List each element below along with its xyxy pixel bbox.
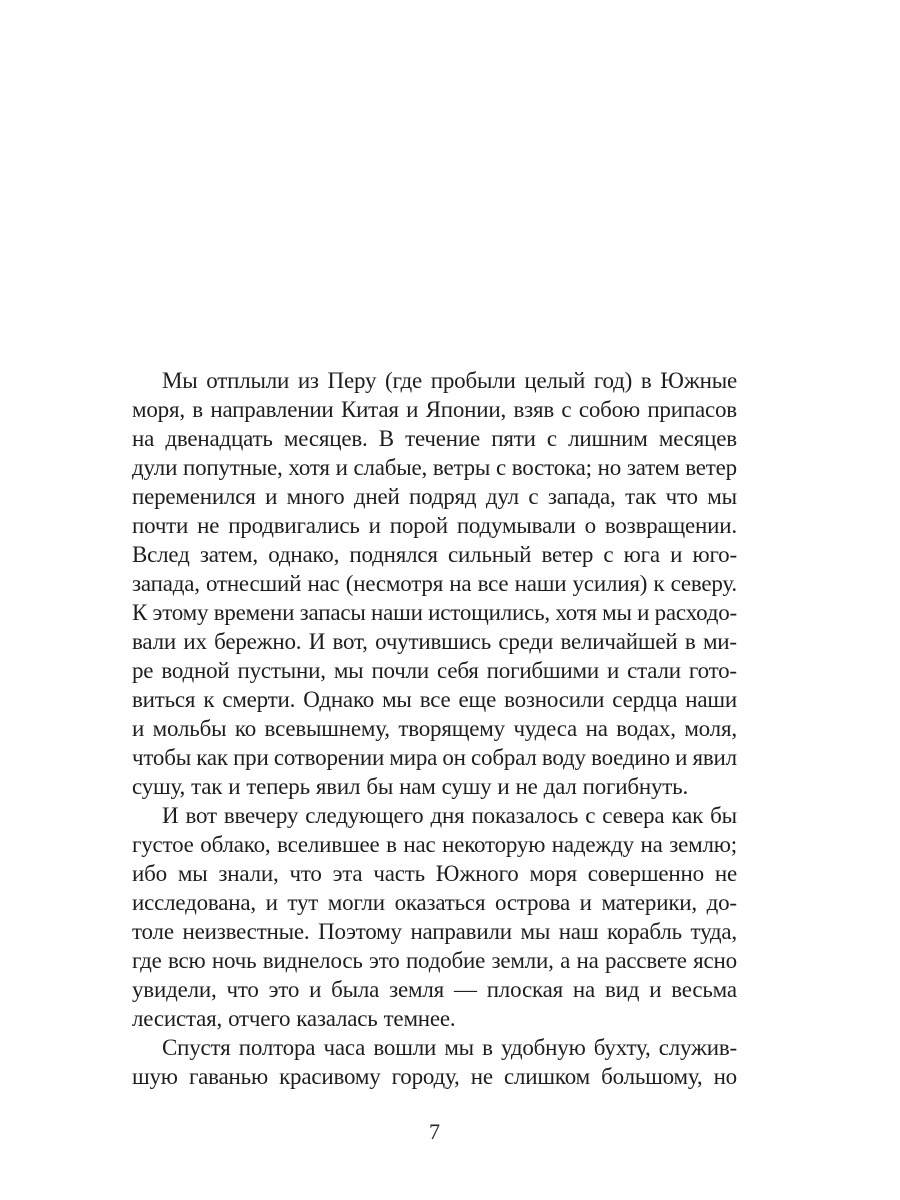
word: мы	[707, 484, 737, 509]
word: запада,	[132, 571, 200, 596]
word: с	[528, 484, 539, 509]
word: городу,	[391, 1064, 460, 1089]
word: истощились,	[428, 600, 550, 625]
word: и	[406, 397, 419, 422]
word: к	[653, 571, 665, 596]
word: к	[203, 687, 215, 712]
word: отплыли	[206, 368, 290, 393]
word: виднелось	[262, 948, 363, 973]
word: это	[268, 977, 300, 1002]
word: мы	[444, 1035, 474, 1060]
word: с	[495, 455, 506, 480]
word: очутившись	[375, 629, 492, 654]
word: в	[684, 629, 696, 654]
word: как	[196, 745, 228, 770]
word: острова	[495, 890, 570, 915]
word: времени	[213, 600, 295, 625]
word: виться	[132, 687, 196, 712]
word: так	[625, 484, 657, 509]
word: Японии,	[425, 397, 507, 422]
word: направили	[410, 919, 512, 944]
word: месяцев	[658, 426, 737, 451]
word: нам	[399, 774, 436, 799]
word: запасы	[299, 600, 366, 625]
word: водах,	[616, 716, 676, 741]
word: плоская	[486, 977, 563, 1002]
word: ввечеру	[223, 803, 299, 828]
word: Вслед	[132, 542, 190, 567]
word: возносили	[504, 687, 605, 712]
word: Китая	[340, 397, 399, 422]
word: лишним	[568, 426, 648, 451]
word: могли	[327, 890, 385, 915]
word: попутные,	[183, 455, 283, 480]
word: ко	[234, 716, 256, 741]
word: погибшими	[486, 658, 600, 683]
word: ночь	[211, 948, 257, 973]
word: (где	[384, 368, 423, 393]
word: но	[713, 1064, 737, 1089]
word: наш	[558, 919, 599, 944]
word: бы	[710, 803, 737, 828]
word: запада,	[547, 484, 616, 509]
word: сотворении	[273, 745, 385, 770]
word: в	[482, 1035, 493, 1060]
word: ветер	[541, 542, 594, 567]
word: пробыли	[430, 368, 516, 393]
word: Мы	[162, 368, 198, 393]
word: густое	[132, 832, 194, 857]
word: эта	[332, 861, 363, 886]
word: удобную	[501, 1035, 586, 1060]
word: казалась	[296, 1006, 378, 1031]
word: моря	[529, 861, 577, 886]
word: подумывали	[456, 513, 576, 538]
text-line	[132, 801, 737, 830]
word: Южного	[435, 861, 519, 886]
word: всевышнему,	[264, 716, 390, 741]
word: юго-	[692, 542, 737, 567]
word: с	[561, 397, 572, 422]
word: материки,	[601, 890, 697, 915]
word: ветры	[432, 455, 491, 480]
word: весьма	[671, 977, 737, 1002]
word: творящему	[398, 716, 505, 741]
text-line	[132, 1033, 737, 1062]
word: вали	[132, 629, 176, 654]
word: как	[671, 803, 704, 828]
word: большому,	[601, 1064, 703, 1089]
word: К	[132, 600, 148, 625]
word: некоторую	[442, 832, 546, 857]
word: красивому	[279, 1064, 381, 1089]
word: мы	[602, 600, 632, 625]
word: Перу	[327, 368, 377, 393]
text-line	[132, 569, 737, 598]
word: неизвестные.	[182, 919, 310, 944]
word: о	[584, 513, 596, 538]
word: теперь	[246, 774, 310, 799]
word: всю	[168, 948, 206, 973]
word: продвигались	[228, 513, 360, 538]
word: и	[228, 774, 241, 799]
word: почти	[132, 513, 189, 538]
word: месяцев.	[283, 426, 368, 451]
word: порой	[389, 513, 448, 538]
word: на	[640, 832, 663, 857]
word: отчего	[228, 1006, 291, 1031]
word: юга	[623, 542, 660, 567]
word: В	[378, 426, 394, 451]
word: подряд	[409, 484, 477, 509]
word: и	[309, 977, 322, 1002]
text-line	[132, 366, 737, 395]
word: затем,	[199, 542, 258, 567]
word: себя	[437, 658, 479, 683]
text-line	[132, 627, 737, 656]
word: не	[714, 861, 737, 886]
word: моря,	[132, 397, 185, 422]
word: это	[369, 948, 400, 973]
paragraph	[132, 366, 737, 801]
word: и	[368, 513, 381, 538]
word: водной	[161, 658, 230, 683]
word: и	[607, 658, 620, 683]
word: дней	[353, 484, 400, 509]
word: и	[335, 455, 348, 480]
word: слишком	[504, 1064, 590, 1089]
word: ветер	[685, 455, 737, 480]
word: из	[297, 368, 319, 393]
word: их	[183, 629, 207, 654]
word: (несмотря	[345, 571, 444, 596]
word: течение	[405, 426, 481, 451]
word: все	[419, 687, 451, 712]
word: он	[442, 745, 466, 770]
text-line	[132, 975, 737, 1004]
word: и	[670, 542, 683, 567]
word: туда,	[690, 919, 737, 944]
word: мира	[389, 745, 438, 770]
text-line	[132, 859, 737, 888]
word: вошли	[373, 1035, 437, 1060]
word: в	[386, 832, 397, 857]
word: сушу	[441, 774, 492, 799]
word: корабль	[606, 919, 682, 944]
text-line	[132, 395, 737, 424]
word: земля	[389, 977, 445, 1002]
word: Поэтому	[318, 919, 402, 944]
word: служив-	[658, 1035, 737, 1060]
word: вид	[604, 977, 640, 1002]
word: ми-	[702, 629, 737, 654]
word: знали,	[218, 861, 279, 886]
text-line	[132, 946, 737, 975]
word: так	[191, 774, 223, 799]
text-line	[132, 540, 737, 569]
word: воду	[541, 745, 586, 770]
text-line	[132, 743, 737, 772]
word: толе	[132, 919, 174, 944]
word: Спустя	[162, 1035, 231, 1060]
word: год)	[593, 368, 633, 393]
word: была	[331, 977, 380, 1002]
text-line	[132, 453, 737, 482]
word: гаванью	[188, 1064, 268, 1089]
word: явил	[692, 745, 737, 770]
word: что	[289, 861, 322, 886]
word: Однако	[303, 687, 375, 712]
word: рассвете	[605, 948, 687, 973]
word: исследована,	[132, 890, 256, 915]
word: поднялся	[349, 542, 438, 567]
word: и	[132, 716, 145, 741]
text-line	[132, 685, 737, 714]
word: ре	[132, 658, 154, 683]
word: еще	[458, 687, 497, 712]
word: этому	[152, 600, 209, 625]
word: до-	[706, 890, 737, 915]
word: и	[265, 890, 278, 915]
word: мы	[382, 687, 412, 712]
word: что	[226, 977, 259, 1002]
word: и	[637, 600, 650, 625]
word: нас	[403, 832, 436, 857]
word: на	[572, 977, 596, 1002]
word: надежду	[551, 832, 634, 857]
word: облако,	[200, 832, 271, 857]
word: дул	[485, 484, 519, 509]
word: с	[603, 542, 614, 567]
word: с	[585, 803, 596, 828]
word: среди	[498, 629, 554, 654]
word: дал	[543, 774, 577, 799]
word: мы	[333, 658, 364, 683]
word: И	[162, 803, 179, 828]
word: полтора	[238, 1035, 316, 1060]
word: не	[470, 1064, 493, 1089]
word: затем	[626, 455, 680, 480]
paragraph	[132, 1033, 737, 1091]
word: часа	[323, 1035, 366, 1060]
word: нас	[307, 571, 340, 596]
word: пустыни,	[237, 658, 326, 683]
word: пяти	[491, 426, 536, 451]
word: наши	[514, 571, 567, 596]
word: почли	[371, 658, 430, 683]
text-line	[132, 714, 737, 743]
word: в	[192, 397, 203, 422]
word: совершенно	[587, 861, 704, 886]
word: наши	[685, 687, 737, 712]
word: переменился	[132, 484, 256, 509]
word: И	[308, 629, 326, 654]
word: величайшей	[560, 629, 678, 654]
word: востока;	[511, 455, 592, 480]
text-line	[132, 1062, 737, 1091]
word: мольбы	[152, 716, 227, 741]
word: слабые,	[353, 455, 428, 480]
word: где	[132, 948, 162, 973]
text-line	[132, 830, 737, 859]
word: и	[265, 484, 278, 509]
word: взяв	[513, 397, 555, 422]
word: при	[233, 745, 269, 770]
word: расходо-	[654, 600, 737, 625]
word: вот	[185, 803, 217, 828]
word: бы	[366, 774, 394, 799]
word: подобие	[405, 948, 486, 973]
word: сердца	[612, 687, 678, 712]
word: дня	[430, 803, 465, 828]
word: однако,	[268, 542, 340, 567]
word: усилия)	[572, 571, 648, 596]
word: смерти.	[222, 687, 296, 712]
word: увидели,	[132, 977, 217, 1002]
word: не	[197, 513, 220, 538]
word: на	[449, 571, 472, 596]
word: и	[497, 774, 510, 799]
word: моля,	[684, 716, 737, 741]
word: чтобы	[132, 745, 191, 770]
word: явил	[315, 774, 361, 799]
word: ибо	[132, 861, 167, 886]
word: земли,	[491, 948, 554, 973]
word: направлении	[210, 397, 334, 422]
word: показалось	[471, 803, 579, 828]
text-line	[132, 598, 737, 627]
word: ясно	[693, 948, 737, 973]
word: наши	[371, 600, 423, 625]
word: возвращении.	[604, 513, 737, 538]
paragraph	[132, 801, 737, 1033]
word: сильный	[448, 542, 532, 567]
word: бухту,	[593, 1035, 651, 1060]
word: землю;	[669, 832, 737, 857]
word: но	[597, 455, 622, 480]
word: следующего	[305, 803, 424, 828]
text-line	[132, 772, 737, 801]
word: хотя	[288, 455, 330, 480]
text-block	[132, 366, 737, 1091]
word: в	[640, 368, 652, 393]
word: мы	[520, 919, 551, 944]
text-line	[132, 917, 737, 946]
word: —	[453, 977, 477, 1002]
word: северу.	[670, 571, 737, 596]
word: бережно.	[214, 629, 302, 654]
word: припасов	[647, 397, 737, 422]
text-line	[132, 656, 737, 685]
word: много	[286, 484, 345, 509]
word: чудеса	[513, 716, 578, 741]
word: севера	[602, 803, 665, 828]
word: лесистая,	[132, 1006, 223, 1031]
word: на	[585, 716, 608, 741]
text-line	[132, 424, 737, 453]
word: и	[675, 745, 688, 770]
text-line	[132, 888, 737, 917]
word: на	[576, 948, 599, 973]
word: а	[560, 948, 571, 973]
word: двенадцать	[165, 426, 273, 451]
word: все	[477, 571, 509, 596]
word: и	[579, 890, 592, 915]
word: и	[649, 977, 662, 1002]
word: тут	[287, 890, 319, 915]
word: Южные	[660, 368, 737, 393]
word: сушу,	[132, 774, 186, 799]
word: мы	[177, 861, 208, 886]
word: что	[665, 484, 698, 509]
word: шую	[132, 1064, 178, 1089]
word: с	[546, 426, 557, 451]
word: хотя	[555, 600, 597, 625]
word: дули	[132, 455, 178, 480]
word: воедино	[591, 745, 670, 770]
word: на	[132, 426, 155, 451]
word: погибнуть.	[582, 774, 688, 799]
word: темнее.	[383, 1006, 456, 1031]
word: не	[515, 774, 538, 799]
word: собрал	[471, 745, 537, 770]
text-line	[132, 511, 737, 540]
word: собою	[578, 397, 640, 422]
text-line	[132, 482, 737, 511]
word: часть	[373, 861, 425, 886]
word: гото-	[688, 658, 737, 683]
word: стали	[627, 658, 681, 683]
word: оказаться	[394, 890, 486, 915]
page-number: 7	[429, 1119, 440, 1144]
word: вселившее	[277, 832, 380, 857]
text-line	[132, 1004, 737, 1033]
word: целый	[524, 368, 586, 393]
word: отнесший	[205, 571, 302, 596]
word: вот,	[332, 629, 368, 654]
